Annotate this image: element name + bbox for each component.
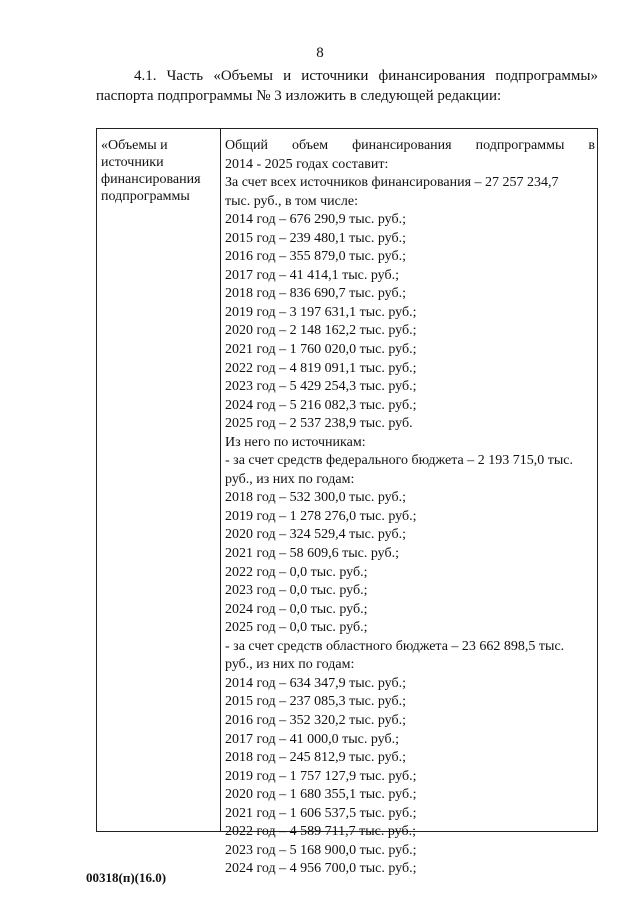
funding-line: 2022 год – 0,0 тыс. руб.; bbox=[225, 564, 368, 580]
funding-line: За счет всех источников финансирования – 27 257 234,7 bbox=[225, 175, 559, 191]
document-code: 00318(п)(16.0) bbox=[86, 870, 167, 885]
page-number: 8 bbox=[316, 45, 324, 61]
funding-line: 2015 год – 237 085,3 тыс. руб.; bbox=[225, 694, 406, 710]
funding-line: 2019 год – 1 757 127,9 тыс. руб.; bbox=[225, 768, 417, 784]
funding-line: 2014 - 2025 годах составит: bbox=[225, 156, 389, 172]
funding-line: 2023 год – 5 429 254,3 тыс. руб.; bbox=[225, 379, 417, 395]
column-divider bbox=[220, 129, 221, 831]
funding-line: 2015 год – 239 480,1 тыс. руб.; bbox=[225, 230, 406, 246]
passport-table bbox=[96, 128, 598, 877]
funding-line: руб., из них по годам: bbox=[225, 471, 355, 487]
section-title-line: источники bbox=[101, 155, 164, 170]
funding-line: 2018 год – 532 300,0 тыс. руб.; bbox=[225, 490, 406, 506]
funding-line: 2020 год – 1 680 355,1 тыс. руб.; bbox=[225, 787, 417, 803]
funding-line: 2024 год – 4 956 700,0 тыс. руб.; bbox=[225, 861, 417, 877]
funding-line: 2021 год – 1 760 020,0 тыс. руб.; bbox=[225, 342, 417, 358]
funding-line: тыс. руб., в том числе: bbox=[225, 193, 358, 209]
funding-line: 2025 год – 2 537 238,9 тыс. руб. bbox=[225, 416, 413, 432]
funding-line: 2017 год – 41 414,1 тыс. руб.; bbox=[225, 267, 399, 283]
section-title-line: финансирования bbox=[101, 172, 201, 187]
funding-line: руб., из них по годам: bbox=[225, 657, 355, 673]
funding-line: 2022 год – 4 819 091,1 тыс. руб.; bbox=[225, 360, 417, 376]
funding-line: 2019 год – 3 197 631,1 тыс. руб.; bbox=[225, 304, 417, 320]
funding-line: Из него по источникам: bbox=[225, 434, 366, 450]
funding-line: 2024 год – 5 216 082,3 тыс. руб.; bbox=[225, 397, 417, 413]
funding-line: 2016 год – 352 320,2 тыс. руб.; bbox=[225, 712, 406, 728]
funding-line: 2019 год – 1 278 276,0 тыс. руб.; bbox=[225, 508, 417, 524]
intro-line: паспорта подпрограммы № 3 изложить в следующей редакции: bbox=[96, 88, 502, 104]
funding-line: 2025 год – 0,0 тыс. руб.; bbox=[225, 620, 368, 636]
funding-line: 2023 год – 5 168 900,0 тыс. руб.; bbox=[225, 842, 417, 858]
funding-line: - за счет средств областного бюджета – 23 662 898,5 тыс. bbox=[225, 638, 565, 654]
funding-line: 2021 год – 1 606 537,5 тыс. руб.; bbox=[225, 805, 417, 821]
funding-details-cell bbox=[225, 137, 595, 879]
section-title-line: подпрограммы bbox=[101, 189, 190, 204]
funding-line: 2017 год – 41 000,0 тыс. руб.; bbox=[225, 731, 399, 747]
funding-line: 2023 год – 0,0 тыс. руб.; bbox=[225, 583, 368, 599]
intro-line: 4.1. Часть «Объемы и источники финансирования подпрограммы» bbox=[134, 68, 598, 84]
funding-line: 2024 год – 0,0 тыс. руб.; bbox=[225, 601, 368, 617]
funding-line: 2016 год – 355 879,0 тыс. руб.; bbox=[225, 249, 406, 265]
funding-line: 2022 год – 4 589 711,7 тыс. руб.; bbox=[225, 824, 416, 840]
section-title-line: «Объемы и bbox=[101, 138, 168, 153]
funding-line: 2020 год – 324 529,4 тыс. руб.; bbox=[225, 527, 406, 543]
section-title-cell bbox=[101, 137, 217, 205]
funding-line: 2014 год – 634 347,9 тыс. руб.; bbox=[225, 675, 406, 691]
funding-line: 2014 год – 676 290,9 тыс. руб.; bbox=[225, 212, 406, 228]
funding-line: - за счет средств федерального бюджета – 2 193 715,0 тыс. bbox=[225, 453, 573, 469]
funding-line: 2020 год – 2 148 162,2 тыс. руб.; bbox=[225, 323, 417, 339]
funding-line: Общий объем финансирования подпрограммы в bbox=[225, 138, 595, 153]
intro-paragraph bbox=[96, 66, 598, 106]
funding-line: 2018 год – 836 690,7 тыс. руб.; bbox=[225, 286, 406, 302]
funding-line: 2021 год – 58 609,6 тыс. руб.; bbox=[225, 546, 399, 562]
funding-line: 2018 год – 245 812,9 тыс. руб.; bbox=[225, 750, 406, 766]
